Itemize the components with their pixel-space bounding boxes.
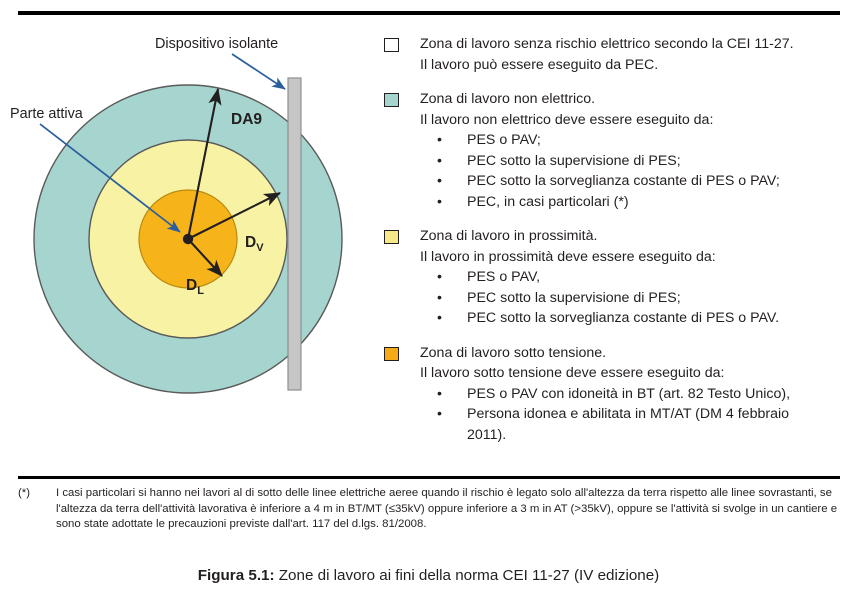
dv-label-main: D [245, 234, 257, 251]
list-item [420, 151, 850, 172]
list-item [420, 288, 850, 309]
footnote-marker: (*) [18, 487, 31, 499]
legend-block-non-electrical-zone [384, 89, 850, 212]
zone-legend [384, 34, 850, 459]
legend-line: Zona di lavoro sotto tensione. [420, 344, 607, 361]
list-item-label: PES o PAV, [467, 269, 541, 285]
bullet-glyph: • [437, 385, 442, 402]
legend-bullet-list [420, 267, 850, 329]
list-item-label: Persona idonea e abilitata in MT/AT (DM 4 febbraio [467, 406, 790, 422]
bullet-glyph: • [437, 132, 442, 148]
legend-bullet-list [420, 130, 850, 212]
legend-swatch-live-work-zone [384, 347, 399, 361]
legend-line: Il lavoro in prossimità deve essere eseguito da: [420, 248, 716, 265]
bullet-glyph: • [437, 152, 442, 169]
bullet-glyph: • [437, 269, 442, 285]
list-item-label: PEC sotto la sorveglianza costante di PES o PAV. [467, 310, 780, 326]
list-item-label: PEC, in casi particolari (*) [467, 193, 629, 210]
figure-caption [0, 567, 857, 584]
list-item-label: PES o PAV con idoneità in BT (art. 82 Testo Unico), [467, 385, 791, 402]
bullet-glyph: • [437, 310, 442, 326]
list-item-label: PEC sotto la supervisione di PES; [467, 289, 681, 306]
insulating-device-label: Dispositivo isolante [155, 36, 279, 52]
list-item [420, 267, 850, 288]
legend-swatch-non-electrical-zone [384, 93, 399, 107]
legend-line: Zona di lavoro senza rischio elettrico secondo la CEI 11-27. [420, 36, 794, 52]
live-part-label: Parte attiva [10, 106, 83, 122]
legend-swatch-no-electrical-risk [384, 38, 399, 52]
list-item [420, 192, 850, 213]
list-item [420, 308, 850, 329]
zone-diagram-svg [0, 26, 360, 426]
list-item-label: PEC sotto la supervisione di PES; [467, 152, 681, 169]
legend-block-proximity-zone [384, 226, 850, 329]
legend-line: Zona di lavoro non elettrico. [420, 91, 596, 107]
bullet-glyph: • [437, 193, 442, 210]
legend-body [420, 226, 850, 329]
legend-line: Il lavoro non elettrico deve essere eseguito da: [420, 111, 714, 128]
legend-block-live-work-zone [384, 343, 850, 446]
dv-label-sub: V [256, 242, 264, 254]
insulating-device-bar [288, 78, 301, 390]
list-item [420, 404, 850, 425]
legend-swatch-proximity-zone [384, 230, 399, 244]
list-item [420, 130, 850, 151]
legend-body [420, 343, 850, 446]
insulating-device-leader [232, 54, 285, 89]
list-item [420, 171, 850, 192]
dl-label-sub: L [197, 285, 204, 297]
bullet-glyph: • [437, 173, 442, 189]
da9-label: DA9 [231, 111, 263, 128]
list-item-label: PES o PAV; [467, 132, 541, 148]
legend-line: Il lavoro può essere eseguito da PEC. [420, 56, 659, 73]
list-item-label: PEC sotto la sorveglianza costante di PES o PAV; [467, 173, 780, 189]
legend-body [420, 89, 850, 212]
bullet-glyph: • [437, 289, 442, 306]
top-divider-rule [18, 11, 840, 15]
list-item [420, 384, 850, 405]
legend-line: Il lavoro sotto tensione deve essere eseguito da: [420, 365, 725, 381]
bullet-glyph: • [437, 406, 442, 422]
footnote [18, 486, 840, 533]
legend-line-continuation: 2011). [467, 426, 507, 443]
footnote-divider-rule [18, 476, 840, 479]
figure-caption-label: Figura 5.1: [197, 567, 275, 584]
figure-caption-text: Zone di lavoro ai fini della norma CEI 11-27 (IV edizione) [274, 567, 660, 584]
legend-body [420, 34, 850, 75]
legend-block-no-electrical-risk [384, 34, 850, 75]
zone-diagram [0, 26, 360, 426]
footnote-text: I casi particolari si hanno nei lavori al di sotto delle linee elettriche aeree quando il rischio è legato solo all'altezza da terra rispetto alle linee sovrastanti, se l'altezza da terra dell'attività lavorativa è inferiore a 4 m in BT/MT (≤35kV) oppure inferiore a 3 m in AT (>35kV), oppure se l'attività si svolge in un cantiere e sono state adottate le precauzioni previste dall'art. 117 del d.lgs. 81/2008. [56, 487, 838, 531]
legend-line: Zona di lavoro in prossimità. [420, 228, 598, 244]
legend-bullet-list [420, 384, 850, 425]
dl-label-main: D [186, 277, 198, 294]
